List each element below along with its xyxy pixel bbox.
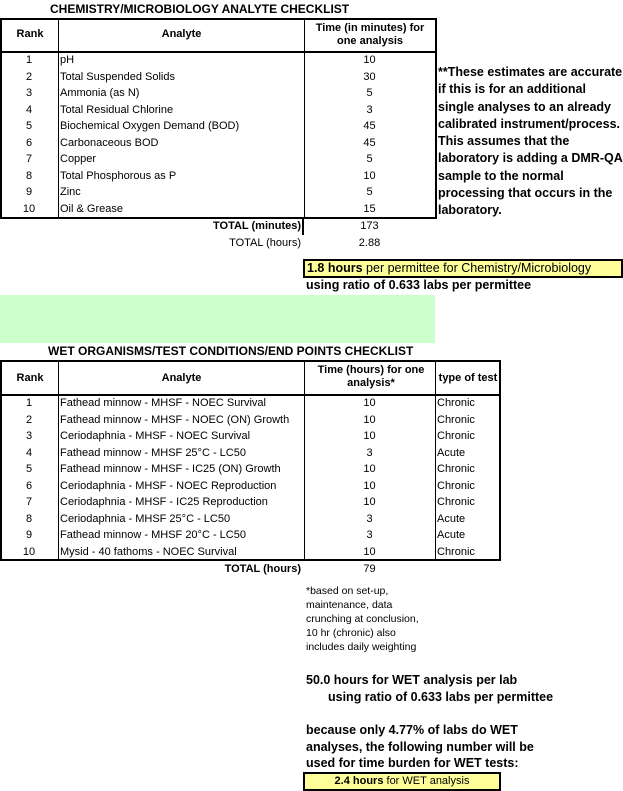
rank-cell: 7 xyxy=(25,496,33,508)
wet-per-lab-line2: using ratio of 0.633 labs per permittee xyxy=(328,690,554,704)
rank-cell: 9 xyxy=(25,186,33,198)
chem-header-rank: Rank xyxy=(16,28,44,40)
rank-cell: 6 xyxy=(25,479,33,492)
time-cell: 10 xyxy=(363,496,376,508)
analyte-cell: Ceriodaphnia - MHSF - IC25 Reproduction xyxy=(60,496,268,508)
rank-cell: 2 xyxy=(25,413,33,426)
rank-cell: 2 xyxy=(25,70,33,83)
rank-cell: 4 xyxy=(25,446,33,459)
wet-header-rank: Rank xyxy=(16,372,44,384)
wet-because-text: because only 4.77% of labs do WET analyses, the following number will be used for time burden for WET tests: xyxy=(306,723,534,770)
chem-ratio-text: using ratio of 0.633 labs per permittee xyxy=(306,278,532,292)
analyte-cell: Carbonaceous BOD xyxy=(60,136,159,149)
wet-highlight-text: for WET analysis xyxy=(383,775,470,787)
time-cell: 45 xyxy=(363,136,376,149)
time-cell: 3 xyxy=(366,529,373,541)
rank-cell: 7 xyxy=(25,153,33,165)
time-cell: 15 xyxy=(363,202,376,215)
time-cell: 10 xyxy=(363,430,376,442)
type-cell: Chronic xyxy=(437,430,475,442)
rank-cell: 8 xyxy=(25,512,33,525)
green-band xyxy=(0,295,435,343)
wet-highlight-box xyxy=(303,772,501,791)
time-cell: 10 xyxy=(363,54,376,66)
analyte-cell: Oil & Grease xyxy=(60,202,123,215)
rank-cell: 3 xyxy=(25,430,33,442)
wet-footnote: *based on set-up, maintenance, data crunching at conclusion, 10 hr (chronic) also includes daily weighting xyxy=(306,585,419,653)
time-cell: 3 xyxy=(366,446,373,459)
analyte-cell: Fathead minnow - MHSF - IC25 (ON) Growth xyxy=(60,463,281,475)
chem-total-hours-label: TOTAL (hours) xyxy=(229,236,301,249)
time-cell: 10 xyxy=(363,545,376,558)
rank-cell: 3 xyxy=(25,87,33,99)
analyte-cell: Fathead minnow - MHSF 25°C - LC50 xyxy=(60,446,246,459)
analyte-cell: Total Suspended Solids xyxy=(60,70,175,83)
analyte-cell: Zinc xyxy=(60,186,81,198)
rank-cell: 5 xyxy=(25,120,33,132)
rank-cell: 1 xyxy=(25,54,33,66)
type-cell: Chronic xyxy=(437,496,475,508)
analyte-cell: Ceriodaphnia - MHSF - NOEC Reproduction xyxy=(60,479,277,492)
time-cell: 10 xyxy=(363,169,376,182)
chem-total-minutes-label: TOTAL (minutes) xyxy=(213,220,301,232)
wet-title: WET ORGANISMS/TEST CONDITIONS/END POINTS CHECKLIST xyxy=(48,344,414,358)
rank-cell: 5 xyxy=(25,463,33,475)
rank-cell: 6 xyxy=(25,136,33,149)
chem-header-analyte: Analyte xyxy=(161,28,202,40)
chem-highlight-box xyxy=(303,259,623,278)
wet-total-hours: 79 xyxy=(363,563,376,575)
analyte-cell: Total Phosphorous as P xyxy=(60,169,177,182)
type-cell: Chronic xyxy=(437,397,475,409)
time-cell: 5 xyxy=(366,186,373,198)
rank-cell: 1 xyxy=(25,397,33,409)
chem-highlight-hours: 1.8 hours xyxy=(307,261,363,275)
time-cell: 3 xyxy=(366,103,373,116)
wet-highlight-hours: 2.4 hours xyxy=(334,775,384,787)
wet-header-type: type of test xyxy=(438,372,498,384)
rank-cell: 4 xyxy=(25,103,33,116)
type-cell: Acute xyxy=(437,529,466,541)
time-cell: 10 xyxy=(363,479,376,492)
wet-header-analyte: Analyte xyxy=(161,372,202,384)
time-cell: 5 xyxy=(366,153,373,165)
chem-total-hours: 2.88 xyxy=(358,236,381,249)
analyte-cell: Mysid - 40 fathoms - NOEC Survival xyxy=(60,545,237,558)
type-cell: Acute xyxy=(437,446,466,459)
chem-total-minutes: 173 xyxy=(360,220,379,232)
analyte-cell: Ceriodaphnia - MHSF 25°C - LC50 xyxy=(60,512,231,525)
rank-cell: 10 xyxy=(22,202,36,215)
time-cell: 10 xyxy=(363,397,376,409)
type-cell: Chronic xyxy=(437,545,475,558)
rank-cell: 10 xyxy=(22,545,36,558)
chem-highlight-text: per permittee for Chemistry/Microbiology xyxy=(362,261,592,275)
time-cell: 3 xyxy=(366,512,373,525)
wet-header-time: Time (hours) for one analysis* xyxy=(317,364,425,389)
wet-total-hours-label: TOTAL (hours) xyxy=(224,563,301,575)
time-cell: 30 xyxy=(363,70,376,83)
time-cell: 45 xyxy=(363,120,376,132)
analyte-cell: pH xyxy=(60,54,75,66)
time-cell: 10 xyxy=(363,413,376,426)
type-cell: Chronic xyxy=(437,479,475,492)
analyte-cell: Total Residual Chlorine xyxy=(60,103,174,116)
analyte-cell: Fathead minnow - MHSF 20°C - LC50 xyxy=(60,529,246,541)
chem-header-time: Time (in minutes) for one analysis xyxy=(315,22,425,47)
rank-cell: 9 xyxy=(25,529,33,541)
wet-per-lab-line1: 50.0 hours for WET analysis per lab xyxy=(306,673,518,687)
analyte-cell: Fathead minnow - MHSF - NOEC (ON) Growth xyxy=(60,413,290,426)
rank-cell: 8 xyxy=(25,169,33,182)
analyte-cell: Biochemical Oxygen Demand (BOD) xyxy=(60,120,240,132)
time-cell: 10 xyxy=(363,463,376,475)
time-cell: 5 xyxy=(366,87,373,99)
analyte-cell: Ceriodaphnia - MHSF - NOEC Survival xyxy=(60,430,251,442)
type-cell: Chronic xyxy=(437,413,475,426)
analyte-cell: Ammonia (as N) xyxy=(60,87,140,99)
chem-estimate-note: **These estimates are accurate if this is for an additional single analyses to an already calibrated instrument/process. This assumes that the laboratory is adding a DMR-QA sample to the normal processing that occurs in the laboratory. xyxy=(438,65,623,218)
analyte-cell: Fathead minnow - MHSF - NOEC Survival xyxy=(60,397,266,409)
type-cell: Acute xyxy=(437,512,466,525)
analyte-cell: Copper xyxy=(60,153,97,165)
type-cell: Chronic xyxy=(437,463,475,475)
chem-title: CHEMISTRY/MICROBIOLOGY ANALYTE CHECKLIST xyxy=(50,2,350,16)
